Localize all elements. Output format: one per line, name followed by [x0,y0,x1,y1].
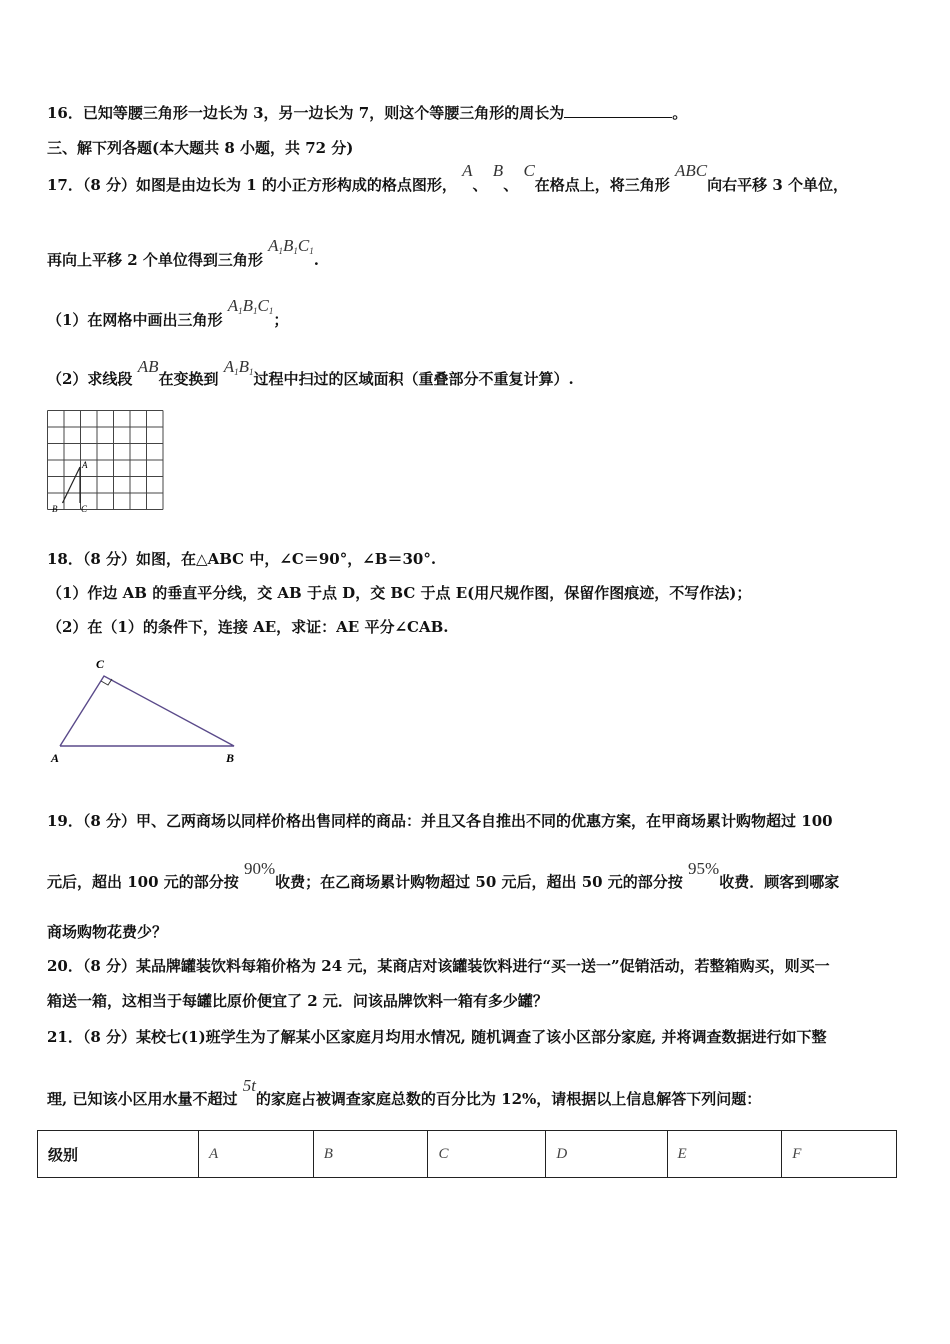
fig-label-B: B [52,504,58,514]
q20-line1: 20．（8 分）某品牌罐装饮料每箱价格为 24 元，某商店对该罐装饮料进行“买一送一”促销活动，若整箱购买，则买一 [47,957,830,975]
fig-segment-AB [63,467,81,503]
q18-part2: （2）在（1）的条件下，连接 AE，求证：AE 平分∠CAB. [47,618,449,636]
table-header-cell: 级别 [38,1131,199,1178]
q21-text-2b: 的家庭占被调查家庭总数的百分比为 12%，请根据以上信息解答下列问题： [255,1090,762,1108]
q19-line3: 商场购物花费少？ [47,923,168,941]
q16-line [47,102,687,123]
q19-line1: 19．（8 分）甲、乙两商场以同样价格出售同样的商品：并且又各自推出不同的优惠方案，在甲商场累计购物超过 100 [47,812,833,830]
table-cell-D: D [546,1131,667,1178]
table-cell-F: F [782,1131,897,1178]
q17-text-2a: 再向上平移 2 个单位得到三角形 [47,251,263,269]
q17-part2-text-b: 在变换到 [158,370,219,388]
q21-table [37,1130,897,1178]
q21-line2 [47,1076,762,1109]
tri-label-B: B [226,751,235,765]
q17-text-1c: 向右平移 3 个单位， [707,176,849,194]
q20-line2: 箱送一箱，这相当于每罐比原价便宜了 2 元．问该品牌饮料一箱有多少罐？ [47,992,548,1010]
q21-math-5t: 5t [242,1076,256,1095]
q18-triangle-figure [46,654,246,769]
q19-percent-90: 90% [244,859,276,878]
table-row [38,1131,897,1178]
table-cell-C: C [428,1131,546,1178]
table-cell-E: E [667,1131,782,1178]
q19-percent-95: 95% [688,859,720,878]
fig-label-C: C [81,504,88,514]
q17-line1 [47,161,849,195]
q18-line1: 18．（8 分）如图，在△ABC 中，∠C＝90°，∠B＝30°. [47,550,437,568]
fig-label-A: A [82,460,88,470]
q17-part1-end: ； [273,311,289,329]
q17-part2-text-c: 过程中扫过的区域面积（重叠部分不重复计算）. [253,370,574,388]
q17-part2 [47,357,574,389]
q19-text-2b: 收费；在乙商场累计购物超过 50 元后，超出 50 元的部分按 [275,873,683,891]
q17-text-1b: 在格点上，将三角形 [534,176,670,194]
q17-text-2b: . [313,251,319,269]
q17-math-A1B1C1: A1B1C1 [268,236,314,256]
q17-math-AB: AB [137,357,159,376]
tri-label-C: C [96,657,105,671]
q16-answer-blank[interactable] [564,103,672,118]
q16-end: 。 [672,104,688,122]
q17-grid-figure [46,409,166,519]
q17-math-C: C [523,161,535,180]
q19-line2 [47,859,840,892]
q17-math-A1B1: A1B1 [223,357,254,377]
q17-math-A: A [462,161,473,180]
q21-line1: 21．（8 分）某校七(1)班学生为了解某小区家庭月均用水情况, 随机调查了该小区部分家庭, 并将调查数据进行如下整 [47,1028,827,1046]
table-cell-A: A [199,1131,314,1178]
section-title: 三、解下列各题(本大题共 8 小题，共 72 分) [47,139,354,157]
q17-sep1: 、 [472,176,488,194]
q17-math-B: B [492,161,504,180]
tri-label-A: A [51,751,60,765]
q17-part1-text: （1）在网格中画出三角形 [47,311,223,329]
q17-math-ABC: ABC [675,161,708,180]
q17-text-1a: 17．（8 分）如图是由边长为 1 的小正方形构成的格点图形， [47,176,457,194]
q17-part2-text-a: （2）求线段 [47,370,133,388]
q19-text-2c: 收费．顾客到哪家 [719,873,840,891]
q17-part1 [47,296,289,330]
q17-part1-math: A1B1C1 [227,296,274,316]
q17-line2 [47,236,319,270]
triangle-ABC [60,676,234,746]
q21-text-2a: 理, 已知该小区用水量不超过 [47,1090,238,1108]
q19-text-2a: 元后，超出 100 元的部分按 [47,873,239,891]
q17-sep2: 、 [503,176,519,194]
q18-part1: （1）作边 AB 的垂直平分线，交 AB 于点 D，交 BC 于点 E(用尺规作图，保留作图痕迹，不写作法)； [47,584,752,602]
table-cell-B: B [313,1131,428,1178]
q16-text: 16．已知等腰三角形一边长为 3，另一边长为 7，则这个等腰三角形的周长为 [47,104,565,122]
